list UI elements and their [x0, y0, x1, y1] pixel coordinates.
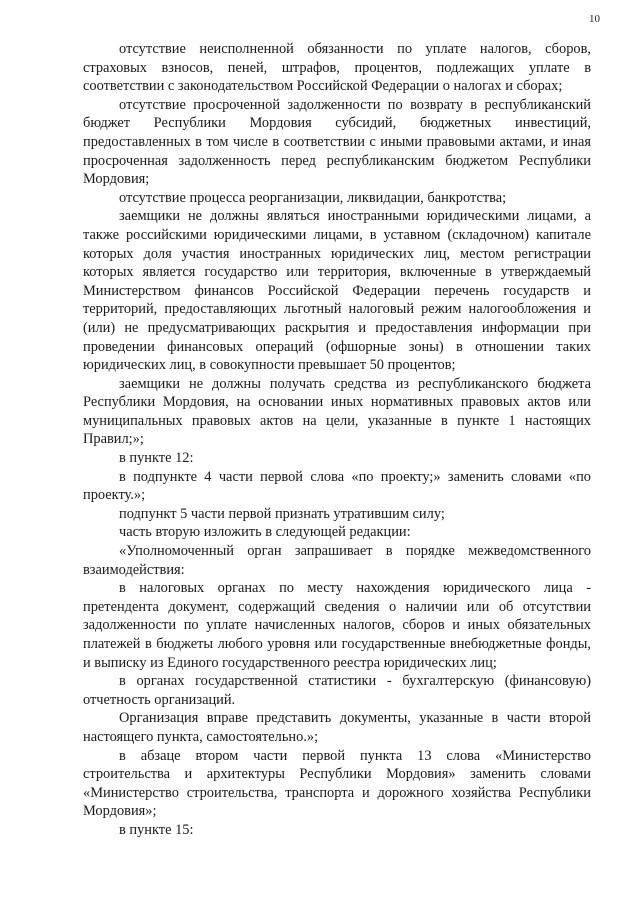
- paragraph: отсутствие просроченной задолженности по возврату в республиканский бюджет Республики Мордовия субсидий, бюджетных инвестиций, предоставленных в том числе в соответствии с иными правовыми актами, и иная просроченная задолженность перед республиканским бюджетом Республики Мордовия;: [83, 96, 591, 188]
- page-number: 10: [589, 13, 600, 25]
- paragraph: заемщики не должны получать средства из республиканского бюджета Республики Мордовия, на основании иных нормативных правовых актов или муниципальных правовых актов на цели, указанные в пункте 1 настоящих Правил;»;: [83, 375, 591, 448]
- paragraph: в органах государственной статистики - бухгалтерскую (финансовую) отчетность организаций.: [83, 673, 591, 708]
- paragraph: в абзаце втором части первой пункта 13 слова «Министерство строительства и архитектуры Республики Мордовия» заменить словами «Министерство строительства, транспорта и дорожного хозяйства Республики Мордовия»;: [83, 747, 591, 820]
- paragraph: заемщики не должны являться иностранными юридическими лицами, а также российскими юридическими лицами, в уставном (складочном) капитале которых доля участия иностранных юридических лиц, местом регистрации которых является государство или территория, включенные в утверждаемый Министерством финансов Российской Федерации перечень государств и территорий, предоставляющих льготный налоговый режим налогообложения и (или) не предусматривающих раскрытия и предоставления информации при проведении финансовых операций (офшорные зоны) в отношении таких юридических лиц, в совокупности превышает 50 процентов;: [83, 208, 591, 374]
- paragraph: в пункте 12:: [119, 450, 194, 467]
- paragraph: «Уполномоченный орган запрашивает в порядке межведомственного взаимодействия:: [83, 543, 591, 578]
- paragraph: Организация вправе представить документы, указанные в части второй настоящего пункта, самостоятельно.»;: [83, 710, 591, 745]
- paragraph: в подпункте 4 части первой слова «по проекту;» заменить словами «по проекту.»;: [83, 468, 591, 504]
- paragraph: в пункте 15:: [119, 821, 194, 838]
- paragraph: в налоговых органах по месту нахождения юридического лица - претендента документ, содержащий сведения о наличии или об отсутствии задолженности по уплате начисленных налогов, сборов и иных обязательных платежей в бюджеты любого уровня или государственные внебюджетные фонды, и выписку из Единого государственного реестра юридических лиц;: [83, 580, 591, 671]
- paragraph: отсутствие неисполненной обязанности по уплате налогов, сборов, страховых взносов, пеней, штрафов, процентов, подлежащих уплате в соответствии с законодательством Российской Федерации о налогах и сборах;: [83, 41, 591, 95]
- paragraph: часть вторую изложить в следующей редакции:: [119, 524, 411, 541]
- paragraph: подпункт 5 части первой признать утратившим силу;: [119, 505, 445, 522]
- paragraph: отсутствие процесса реорганизации, ликвидации, банкротства;: [119, 189, 507, 206]
- document-body: [83, 40, 591, 840]
